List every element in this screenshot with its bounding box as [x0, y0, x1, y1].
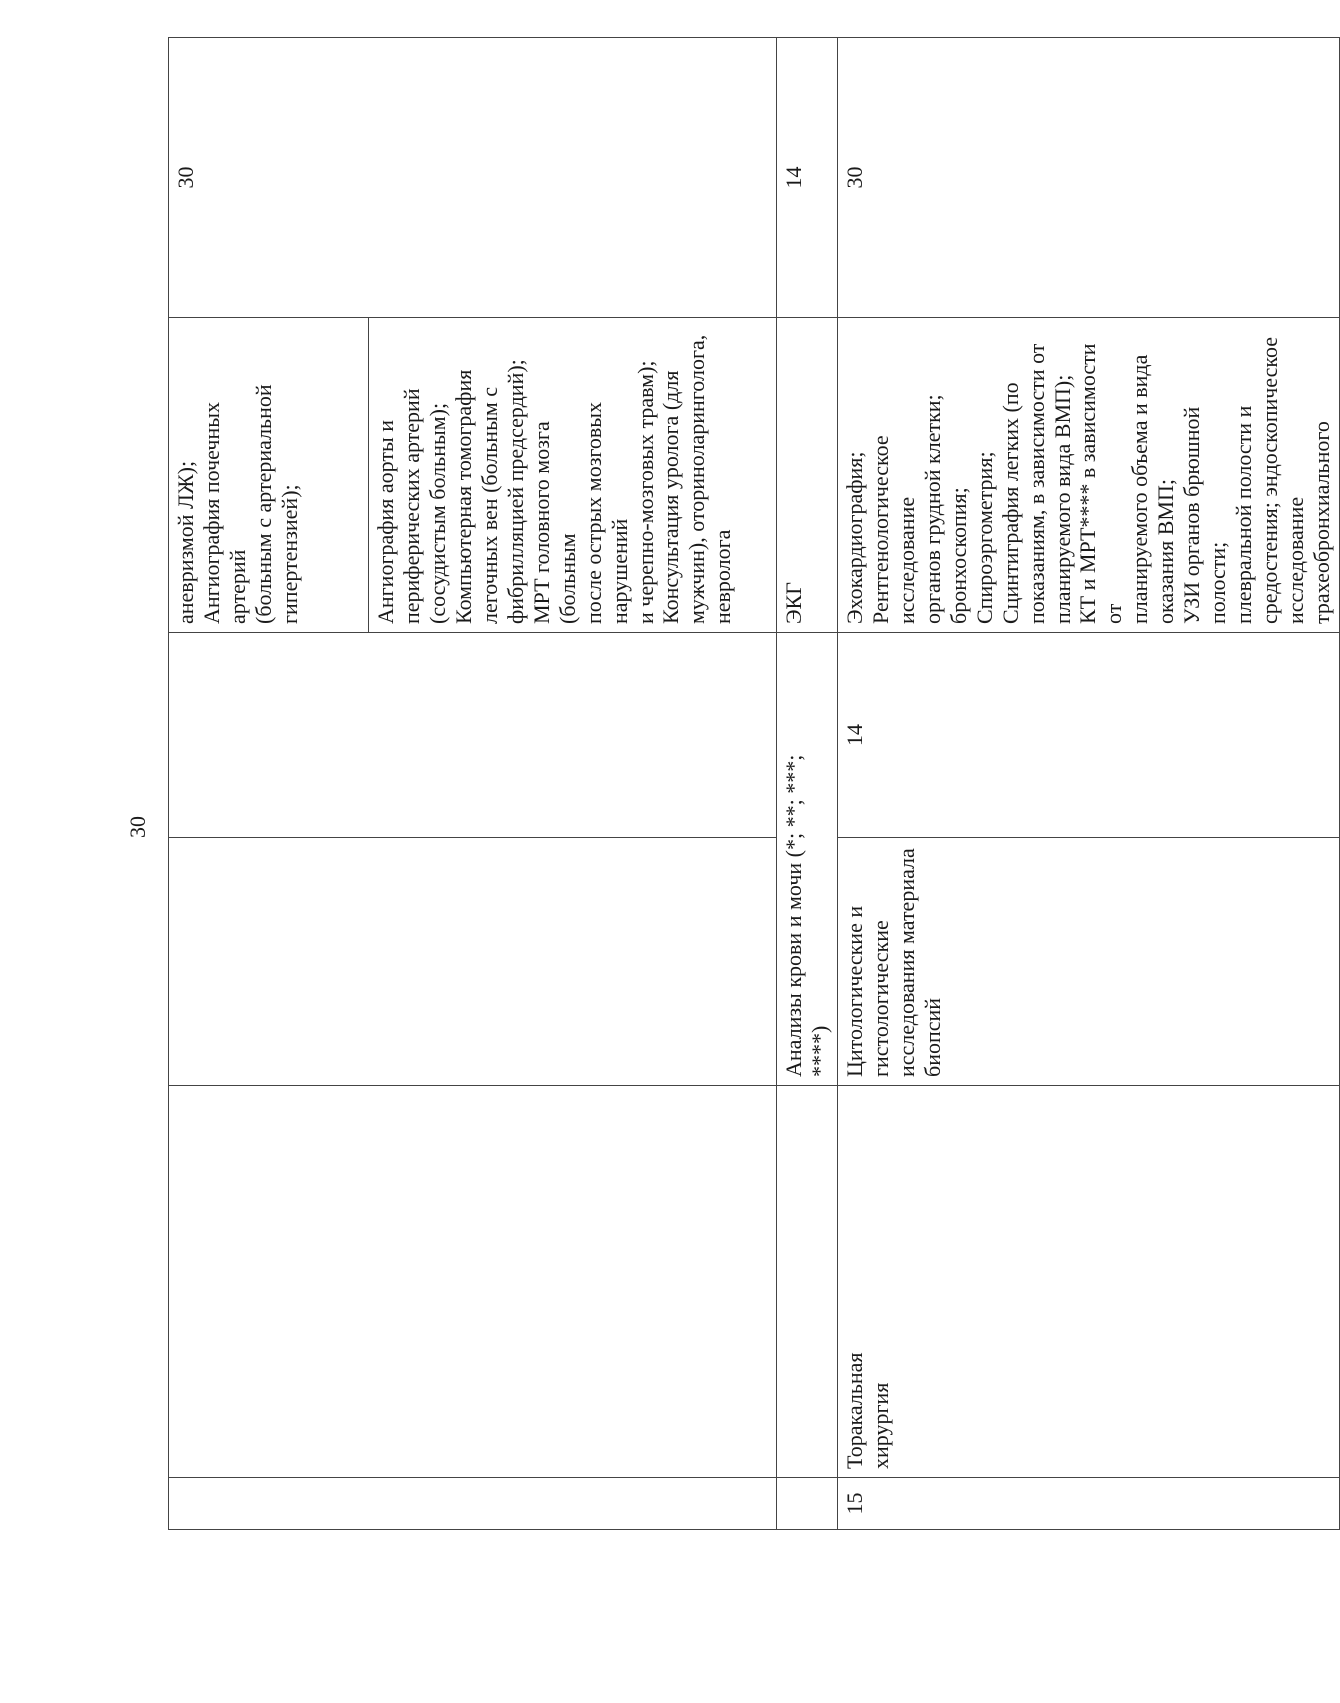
exam-line: фибрилляцией предсердий);: [502, 359, 528, 624]
page-number: 30: [125, 816, 150, 838]
exam-cell: [369, 318, 777, 633]
exam-line: бронхоскопия; Спироэргометрия;: [945, 451, 997, 624]
exam-cell: [169, 318, 369, 633]
exam-line: периферических артерий: [398, 388, 424, 624]
validity-days-cell: 14: [777, 38, 838, 318]
analysis-cell: [837, 838, 1339, 1086]
exam-line: Эхокардиография;: [841, 451, 867, 624]
exam-line: плевральной полости и: [1231, 405, 1257, 624]
exam-line: аневризмой ЛЖ);: [173, 460, 198, 624]
exam-line: УЗИ органов брюшной полости;: [1179, 406, 1231, 624]
exam-cell: [837, 318, 1339, 633]
exam-line: после острых мозговых нарушений: [580, 401, 632, 624]
specialty-cell: [169, 1086, 777, 1478]
exam-line: планируемого вида ВМП);: [1049, 374, 1075, 624]
analysis-line: Анализы крови и мочи (*; **; ***;: [781, 754, 806, 1077]
exam-line: мужчин), оториноларинголога,: [684, 334, 710, 624]
row-number-cell: [777, 1478, 838, 1530]
validity-days-cell: 30: [837, 38, 1339, 318]
exam-line: (сосудистым больным);: [424, 402, 450, 624]
analysis-line: Цитологические и гистологические: [841, 905, 893, 1077]
exam-line: невролога: [710, 529, 736, 624]
exam-line: показаниям, в зависимости от: [1023, 343, 1049, 624]
table-row: [169, 38, 369, 1530]
row-number-cell: 15: [837, 1478, 1339, 1530]
specialty-cell: [777, 1086, 838, 1478]
analysis-cell: [777, 633, 838, 1086]
requirements-table: [168, 37, 1340, 1530]
exam-line: Ангиография аорты и: [373, 419, 398, 624]
specialty-line: Торакальная: [841, 1352, 867, 1469]
table-row: [777, 38, 838, 1530]
exam-line: Консультация уролога (для: [658, 370, 684, 624]
requirements-table-wrapper: [168, 45, 1335, 1530]
exam-line: ЭКГ: [781, 582, 806, 624]
exam-line: МРТ головного мозга (больным: [528, 421, 580, 624]
exam-line: Компьютерная томография: [450, 369, 476, 624]
specialty-line: хирургия: [867, 1382, 893, 1469]
exam-line: (больным с артериальной: [250, 384, 276, 624]
exam-cell: [777, 318, 838, 633]
exam-line: легочных вен (больным с: [476, 386, 502, 624]
exam-line: планируемого объема и вида: [1127, 354, 1153, 624]
exam-line: Рентгенологическое исследование: [867, 435, 919, 624]
analysis-cell: [169, 838, 777, 1086]
exam-line: и черепно-мозговых травм);: [632, 360, 658, 624]
table-row: [837, 38, 1339, 1530]
exam-line: исследование трахеобронхиального: [1283, 421, 1335, 624]
analysis-line: ****): [806, 1025, 832, 1077]
validity-days-cell: 30: [169, 38, 777, 318]
exam-line: средостения; эндоскопическое: [1257, 337, 1283, 624]
exam-line: оказания ВМП;: [1153, 479, 1179, 624]
exam-line: Ангиография почечных артерий: [198, 402, 250, 624]
specialty-cell: [837, 1086, 1339, 1478]
analysis-line: исследования материала биопсий: [893, 848, 945, 1077]
exam-line: КТ и МРТ**** в зависимости от: [1075, 343, 1127, 624]
row-number-cell: [169, 1478, 777, 1530]
exam-line: органов грудной клетки;: [919, 394, 945, 624]
days-cell: 14: [837, 633, 1339, 838]
exam-line: Сцинтиграфия легких (по: [997, 382, 1023, 624]
days-cell: [169, 633, 777, 838]
exam-line: гипертензией);: [276, 484, 302, 624]
